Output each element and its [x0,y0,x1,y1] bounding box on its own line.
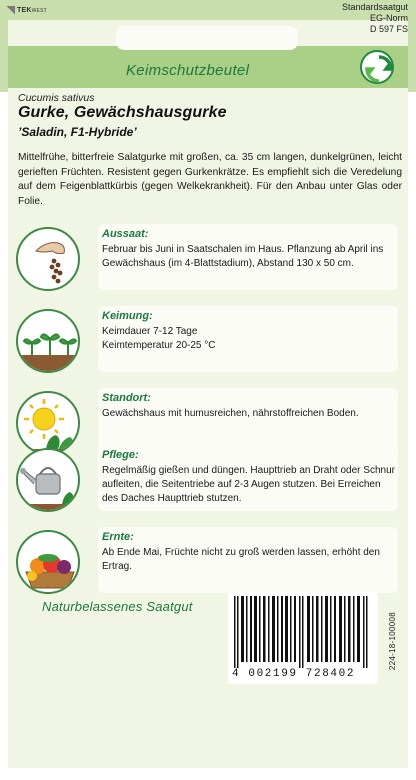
section-pflege [12,445,404,509]
section-ernte [12,527,404,591]
section-heading: Ernte: [102,531,134,543]
watering-can-icon [16,448,80,512]
standard-line-2: EG-Norm [370,13,408,23]
section-heading: Keimung: [102,310,153,322]
section-heading: Aussaat: [102,228,149,240]
standard-line-1: Standardsaatgut [341,2,408,12]
brand-mark-icon [6,6,15,15]
latin-name: Cucumis sativus [18,92,95,104]
banner-label: Keimschutzbeutel [126,62,250,79]
variety-name: ’Saladin, F1-Hybride’ [18,125,137,139]
section-text: Ab Ende Mai, Früchte nicht zu groß werden lassen, erhöht den Ertrag. [102,547,380,572]
standard-info [342,2,408,35]
seedlings-icon [16,309,80,373]
product-title: Gurke, Gewächshausgurke [18,104,227,121]
section-standort [12,388,404,452]
tagline: Naturbelassenes Saatgut [42,599,193,614]
barcode-bars [228,592,378,668]
barcode-number: 4 002199 728402 [232,668,356,680]
section-text: Keimdauer 7-12 Tage Keimtemperatur 20-25 °C [102,326,216,351]
harvest-basket-icon [16,530,80,594]
article-code: 224-18-100008 [388,612,397,671]
section-keimung [12,306,404,370]
section-heading: Standort: [102,392,151,404]
section-text: Gewächshaus mit humusreichen, nährstoffreichen Boden. [102,408,359,419]
recycling-dot-icon [360,50,394,84]
brand-suffix: WEST [31,7,47,14]
brand-logo [6,3,47,17]
section-text: Februar bis Juni in Saatschalen im Haus. Pflanzung ab April ins Gewächshaus (im 4-Blattstadium), Abstand 130 x 50 cm. [102,244,384,269]
standard-line-3: D 597 FS [369,24,408,34]
product-description: Mittelfrühe, bitterfreie Salatgurke mit großen, ca. 35 cm langen, dunkelgrünen, leicht gerieften Früchten. Resistent gegen Gurkenkrätze. Es empfiehlt sich die Veredelung auf dem Feigenblattkürbis (gegen Welkekrankheit). Für den Anbau unter Glas oder Folie. [18,152,402,207]
section-aussaat [12,224,404,288]
label-window [116,26,298,50]
seed-sowing-icon [16,227,80,291]
brand-name: TEK [17,6,32,14]
section-text: Regelmäßig gießen und düngen. Haupttrieb an Draht oder Schnur aufleiten, die Seitentriebe auf 2-3 Augen stutzen. Bei Erreichen des Daches Haupttrieb stutzen. [102,465,395,504]
section-heading: Pflege: [102,449,139,461]
